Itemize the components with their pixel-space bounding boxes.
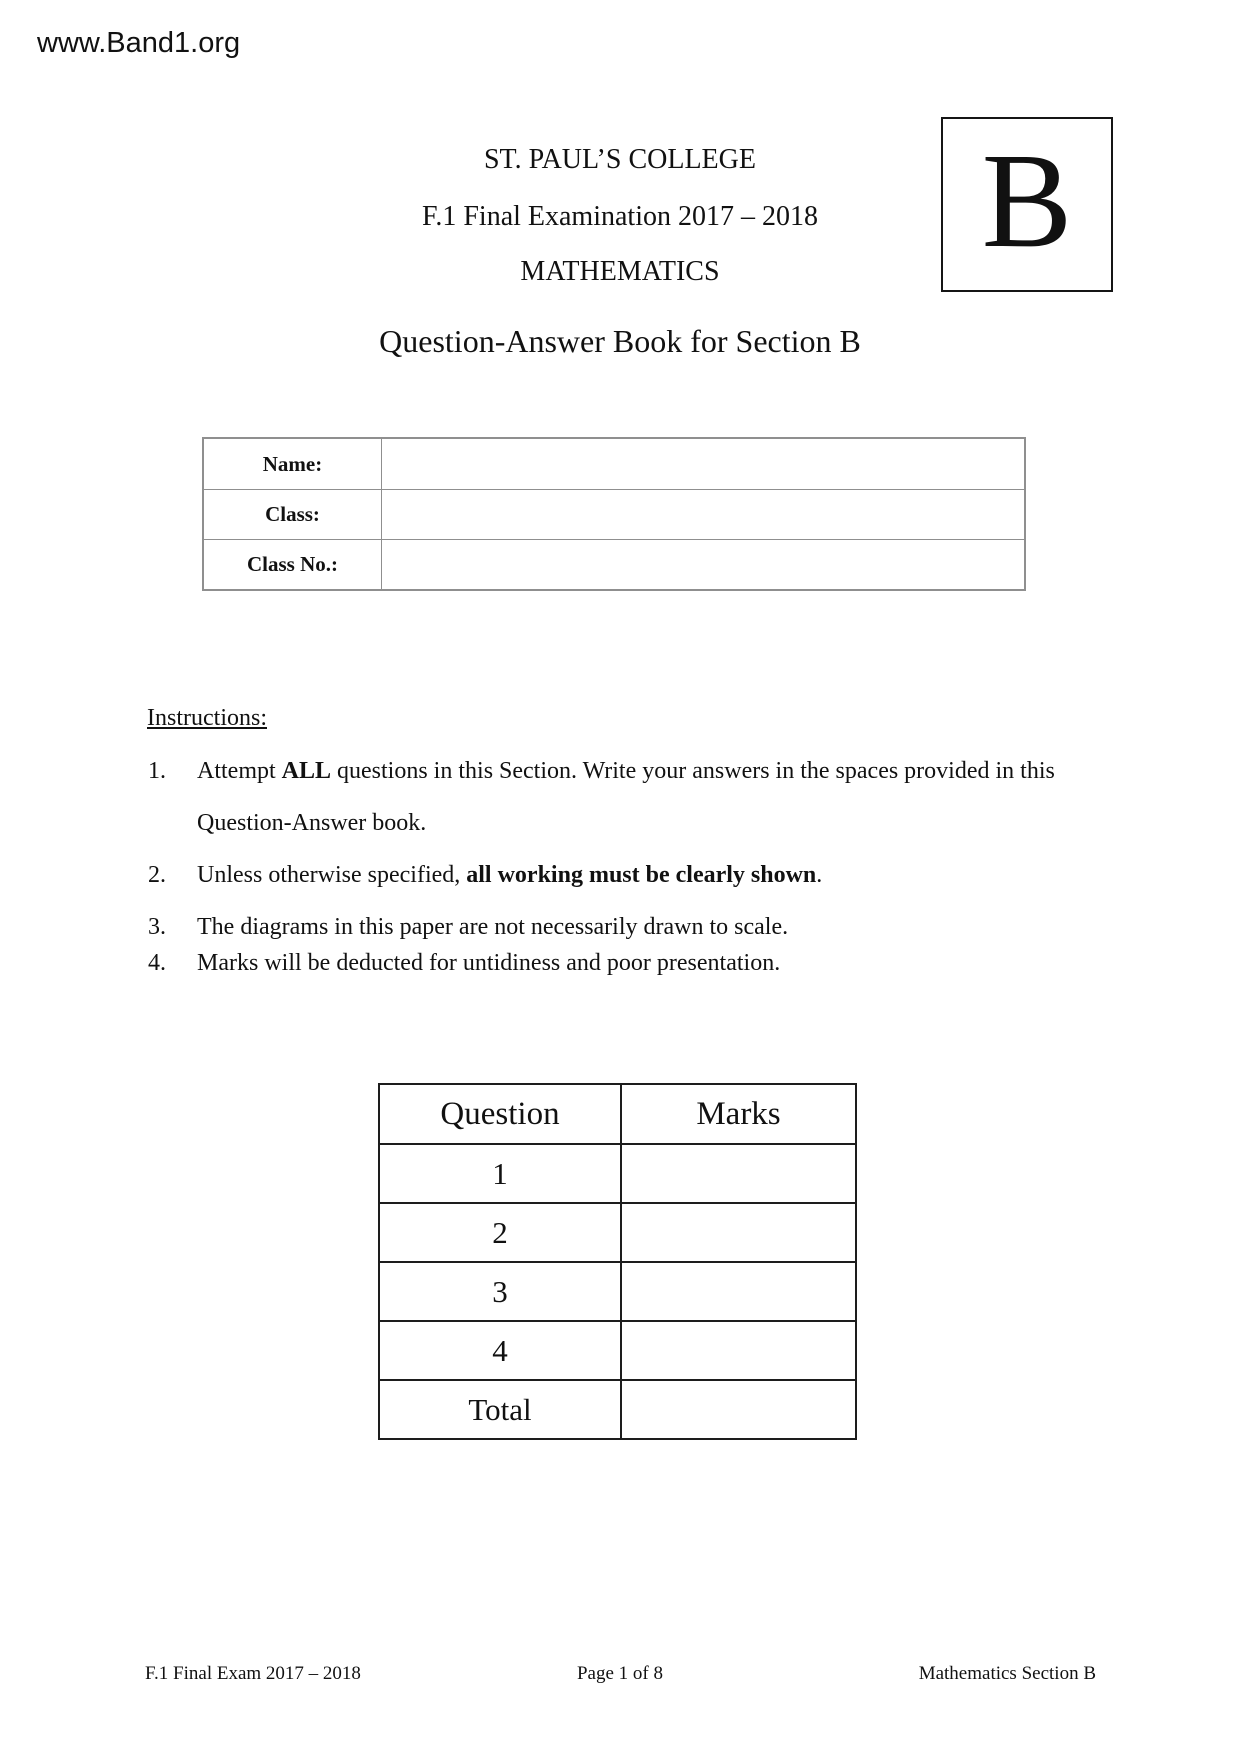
student-info-row-name bbox=[204, 439, 1024, 489]
question-number-cell: 2 bbox=[379, 1203, 621, 1262]
class-value-cell bbox=[382, 490, 1024, 539]
marks-cell bbox=[621, 1321, 856, 1380]
question-column-header: Question bbox=[379, 1084, 621, 1144]
class-label: Class: bbox=[204, 490, 382, 539]
instructions-list bbox=[148, 745, 1078, 989]
marks-cell bbox=[621, 1203, 856, 1262]
watermark-url: www.Band1.org bbox=[37, 27, 241, 59]
subject-title: MATHEMATICS bbox=[520, 256, 720, 287]
student-info-row-class-no bbox=[204, 539, 1024, 589]
total-marks-cell bbox=[621, 1380, 856, 1439]
instruction-item-4 bbox=[148, 937, 1078, 989]
table-row bbox=[379, 1144, 856, 1203]
name-label: Name: bbox=[204, 439, 382, 489]
marks-table bbox=[378, 1083, 857, 1440]
marks-column-header: Marks bbox=[621, 1084, 856, 1144]
instruction-3-text: The diagrams in this paper are not necessarily drawn to scale. bbox=[197, 914, 789, 940]
question-number-cell: 3 bbox=[379, 1262, 621, 1321]
student-info-table bbox=[202, 437, 1026, 591]
student-info-row-class bbox=[204, 489, 1024, 539]
school-name: ST. PAUL’S COLLEGE bbox=[483, 144, 756, 175]
marks-table-header-row bbox=[379, 1084, 856, 1144]
question-number-cell: 1 bbox=[379, 1144, 621, 1203]
instruction-3-number: 3. bbox=[148, 914, 166, 940]
instruction-4-number: 4. bbox=[148, 950, 166, 976]
total-label-cell: Total bbox=[379, 1380, 621, 1439]
marks-cell bbox=[621, 1262, 856, 1321]
table-row bbox=[379, 1380, 856, 1439]
section-letter: B bbox=[981, 125, 1073, 276]
section-letter-box bbox=[941, 117, 1113, 292]
instruction-2-number: 2. bbox=[148, 862, 166, 888]
question-number-cell: 4 bbox=[379, 1321, 621, 1380]
table-row bbox=[379, 1203, 856, 1262]
exam-title: F.1 Final Examination 2017 – 2018 bbox=[422, 201, 818, 232]
instructions-heading: Instructions: bbox=[147, 705, 267, 731]
class-no-value-cell bbox=[382, 540, 1024, 589]
table-row bbox=[379, 1321, 856, 1380]
book-title: Question-Answer Book for Section B bbox=[379, 323, 861, 359]
instruction-1-number: 1. bbox=[148, 758, 166, 784]
instruction-item-1 bbox=[148, 745, 1078, 849]
footer-section-name: Mathematics Section B bbox=[918, 1663, 1096, 1684]
instruction-2-text: Unless otherwise specified, all working must be clearly shown. bbox=[197, 862, 823, 888]
instruction-item-2 bbox=[148, 849, 1078, 901]
name-value-cell bbox=[382, 439, 1024, 489]
class-no-label: Class No.: bbox=[204, 540, 382, 589]
footer-exam-name: F.1 Final Exam 2017 – 2018 bbox=[145, 1663, 361, 1684]
instruction-4-text: Marks will be deducted for untidiness and poor presentation. bbox=[197, 950, 781, 976]
footer-page-number: Page 1 of 8 bbox=[576, 1663, 663, 1684]
table-row bbox=[379, 1262, 856, 1321]
marks-cell bbox=[621, 1144, 856, 1203]
instruction-1-text: Attempt ALL questions in this Section. Write your answers in the spaces provided in this Question-Answer book. bbox=[197, 758, 1055, 836]
